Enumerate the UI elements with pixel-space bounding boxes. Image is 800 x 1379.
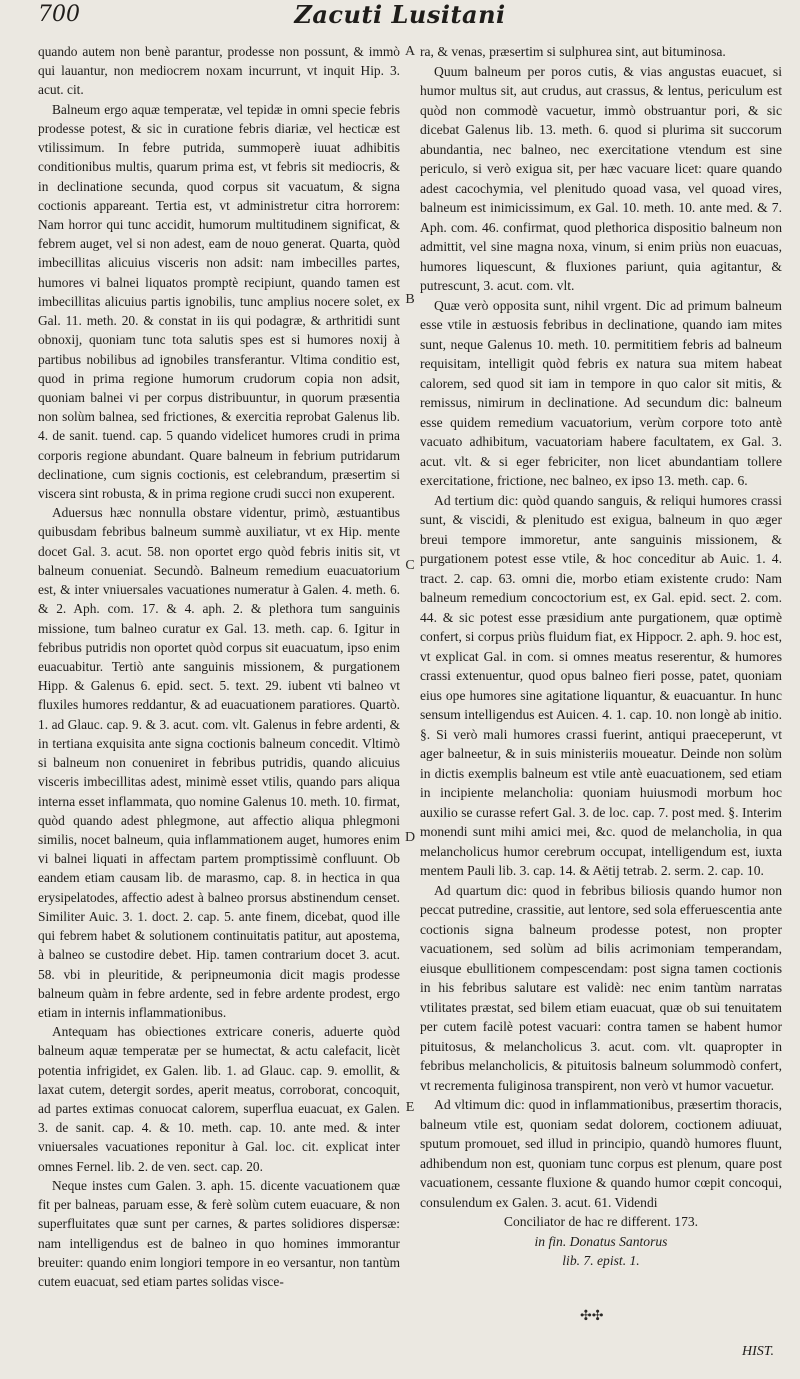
printer-ornament: ✣✣ <box>580 1308 604 1324</box>
right-column <box>420 42 782 1271</box>
margin-letter-e: E <box>405 1100 415 1115</box>
paragraph: quando autem non benè parantur, prodesse non possunt, & immò qui lauantur, non mediocrem noxam incurrunt, vt inquit Hip. 3. acut. cit. <box>38 44 400 98</box>
paragraph: Neque instes cum Galen. 3. aph. 15. dicente vacuationem quæ fit per balneas, paruam esse, & ferè solùm cutem euacuare, & non superfluitates quæ sunt per carnes, & partes solidiores dispersæ: nam intelligendus est de balneo in quo homines immorantur breuiter: quando enim longiori tempore in eo versantur, non tantùm cutem euacuat, sed etiam partes solidas visce- <box>38 1177 400 1289</box>
margin-letter-c: C <box>405 558 415 573</box>
paragraph: Ad vltimum dic: quod in inflammationibus, præsertim thoracis, balneum vtile est, quoniam sedat dolorem, coctionem adiuuat, sputum promouet, sed illud in principio, quandò humores fluunt, adhibendum non est, quoniam tunc corpus est plenum, quare post vacuationem, cessante fluxione & quando humor cœpit concoqui, consulendum ex Galen. 3. acut. 61. Videndi <box>420 1097 782 1210</box>
catchword: HIST. <box>741 1344 774 1359</box>
paragraph: Antequam has obiectiones extricare coneris, aduerte quòd balneum aquæ temperatæ per se humectat, & actu calefacit, licèt potentia infrigidet, ex Galen. lib. 1. ad Glauc. cap. 9. emollit, & laxat cutem, detergit sordes, aperit meatus, corroborat, concoquit, ad partes extimas conuocat calorem, superflua euacuat, ex Galen. 3. de sanit. cap. 4. & 10. meth. cap. 10. ante med. & inter vniuersales vacuationes reponitur à Gal. loc. cit. explicat inter omnes Fernel. lib. 2. de ven. sect. cap. 20. <box>38 1024 400 1174</box>
page-number: 700 <box>38 2 80 27</box>
paragraph: Quum balneum per poros cutis, & vias angustas euacuet, si humor multus sit, aut crudus, aut crassus, & lentus, periculum est quòd non commodè vacuetur, immò obstruantur pori, & sic dicebat Galenus lib. 13. meth. 6. quod si plurima sit succorum abundantia, nec balneo, nec exercitatione vtendum est sine periculo, si verò exigua sit, per hæc vacuare licet: quare quando adest cacochymia, vel plenitudo quoad vasa, vel quoad vires, balneum est inimicissimum, ex Gal. 10. meth. 10. ante med. & 7. Aph. com. 46. confirmat, quod plethorica dispositio balneum non admittit, vel sine magna noxa, vinum, si enim priùs non euacuas, humores liquescunt, & fluxiones pariunt, quia agitantur, & putrescunt, 3. acut. com. vlt. <box>420 63 782 293</box>
reference-line: lib. 7. epist. 1. <box>562 1253 640 1268</box>
margin-letter-d: D <box>404 830 416 845</box>
margin-letter-b: B <box>405 292 415 307</box>
paragraph: Quæ verò opposita sunt, nihil vrgent. Dic ad primum balneum esse vtile in æstuosis febribus in declinatione, quando iam mites sunt, neque Galenus 10. meth. 10. permititiem febris ad balneum requisitam, intelligit quòd febris ex natura sua mitem habeat calorem, sed quod sit iam in tempore in quo calor sit mitis, & remissus, nimirum in declinatione. Ad secundum dic: balneum esse quidem remedium vacuatorium, verùm corpore toto antè vacuato adhibitum, vacuatoriam habere facultatem, ex Gal. 3. acut. vlt. & si eger febriciter, non licet abundantiam tollere exercitatione, frictione, nec balneo, ex ipso 13. meth. cap. 6. <box>420 297 782 488</box>
reference-line: in fin. Donatus Santorus <box>534 1233 668 1249</box>
page-header <box>30 0 770 40</box>
left-column <box>38 42 400 1291</box>
reference-line: Conciliator de hac re different. 173. <box>503 1214 699 1229</box>
margin-letter-a: A <box>404 44 416 59</box>
paragraph: Aduersus hæc nonnulla obstare videntur, primò, æstuantibus quibusdam febribus balneum summè auxiliatur, vt ex Hip. mente docet Gal. 3. acut. 58. non oportet ergo quòd febris initis sit, vt balneum conueniat. Secundò. Balneum remedium euacuatorium est, & inter vniuersales vacuationes numeratur à Galen. 4. meth. 6. & 2. Aph. com. 17. & 4. aph. 2. & plethora tum sanguinis missione, tum balneo curatur ex Gal. 13. meth. cap. 6. Igitur in febribus putridis non oportet quòd corpus sit euacuatum, ipso enim euacuabitur. Tertiò ante sanguinis missionem, & purgationem Hipp. & Galenus 6. epid. sect. 5. text. 29. iubent vti balneo vt fluxiles humores reddantur, & ad euacuationem paratiores. Quartò. 1. ad Glauc. cap. 9. & 3. acut. com. vlt. Galenus in febre ardenti, & in tertiana exquisita ante signa coctionis balneum concedit. Vltimò si balneum non conueniret in febribus putridis, quando alicuius visceris imbecillitas adest, minimè esset vtilis, quando pars aliqua interna esset inflammata, quo nomine Galenus 10. meth. 10. firmat, quòd quando adest phlegmone, aut affectio aliqua phlegmoni similis, nocet balneum, quia inflammationem auget, humores enim vi balnei liquati in affectam partem promptissimè confluunt. Ob eandem etiam causam lib. de marasmo, cap. 8. in hectica in qua erysipelatodes, affectio adest à balneo prorsus abstinendum censet. Similiter Auic. 3. 1. doct. 2. cap. 5. ante finem, dicebat, quod ille qui febrem habet & solutionem continuitatis patitur, aut apostema, à balneo se custodire debet. Hip. tamen contrarium docet 3. acut. 58. vbi in pleuritide, & peripneumonia dicit magis prodesse balneum quàm in febre ardente, sed in febre ardente prodest, ergo etiam in internis inflammationibus. <box>38 505 400 1020</box>
paragraph: Ad quartum dic: quod in febribus biliosis quando humor non peccat putredine, crassitie, aut lentore, sed sola efferuescentia ante coctionis signa balneum prodesse potest, non propter vacuationem, sed solùm ad bilis acrimoniam temperandam, eiusque ebullitionem compescendam: post signa tamen coctionis in his febribus salutare est validè: nec enim tantùm narratas vtilitates præstat, sed bilem etiam euacuat, quæ ob sui tenuitatem per cutem facilè potest vacuari: contra tamen se habent humor pituitosus, & melancholicus 3. acut. com. vlt. quapropter in febribus melancholicis, & pituitosis balneum solummodò confert, vt recrementa fuliginosa transpirent, non verò vt humor vacuetur. <box>420 882 782 1093</box>
running-head: Zacuti Lusitani <box>294 0 506 29</box>
paragraph: Ad tertium dic: quòd quando sanguis, & reliqui humores crassi sunt, & viscidi, & plenitudo est exigua, balneum in quo æger breui tempore immoretur, ante sanguinis missionem, & purgationem potest esse vtile, & hoc conceditur ab Auic. 1. 4. tract. 2. cap. 63. omni die, morbo etiam existente crudo: Nam balneum remedium concoctorium est, ex Gal. epid. sect. 2. com. 44. & sic potest esse præsidium ante purgationem, quæ optimè confert, si corpus priùs fluidum fiat, ex Hippocr. 2. aph. 9. hoc est, vt explicat Gal. in com. si omnes meatus reserentur, & humores crassi extenuentur, quod opus balneo fieri posse, patet, quoniam eius ope humores sine agitatione liquantur, & euacuantur. In hunc sensum intelligendus est Auicen. 4. 1. cap. 10. non longè ab initio. §. Si verò mali humores crassi fuerint, antiqui praeceperunt, vt ager balneetur, & in suis ministeriis moueatur. Deinde non solùm in dictis exemplis balneum est vtile antè euacuationem, sed etiam in incipiente melancholia: quoniam huiusmodi morbum hoc auxilio se curasse refert Gal. 3. de loc. cap. 7. post med. §. Interim monendi sunt mihi amici mei, &c. quod de melancholia, in qua melancholicus humor cerebrum occupat, intelligendum est, iuxta mentem Pauli lib. 3. cap. 14. & Aëtij tetrab. 2. serm. 2. cap. 10. <box>420 492 782 878</box>
paragraph: Balneum ergo aquæ temperatæ, vel tepidæ in omni specie febris prodesse potest, & sic in curatione febris diariæ, vel hecticæ est vtilissimum. In febre putrida, summoperè iuuat adhibitis conditionibus multis, quarum prima est, vt febris sit mediocris, & in declinatione secunda, quod corpus sit vacuatum, & signa coctionis appareant. Tertia est, vt administretur citra horrorem: Nam horror qui tunc accidit, humorum multitudinem significat, & febrem auget, vel si non adest, eam de nouo generat. Quarta, quòd imbecillitas alicuius visceris non adsit: nam imbecilles partes, humores vi balnei liquatos promptè recipiunt, quando tamen est imbecillitas alicuius partis ignobilis, tunc amplius nocere solet, ex Gal. 11. meth. 20. & constat in iis qui podagræ, & arthritidi sunt obnoxij, quoniam tunc tota salutis spes est si humores noxij à partibus nobilibus ad ignobiles transferantur. Vltima conditio est, quod in prima regione humorum crudorum copia non adsit, quoniam balnei vi per corpus distribuuntur, in quorum præsentia non solùm balnea, sed frictiones, & exercitia reprobat Galenus lib. 4. de sanit. tuend. cap. 5 quando videlicet humores crudi in prima corporis regione abundant. Quare balneum in febrium putridarum declinatione, cum signis coctionis, est celebrandum, præsertim si viscera sint robusta, & in prima regione crudi succi non exuperent. <box>38 101 400 502</box>
paragraph: ra, & venas, præsertim si sulphurea sint, aut bituminosa. <box>420 44 726 59</box>
